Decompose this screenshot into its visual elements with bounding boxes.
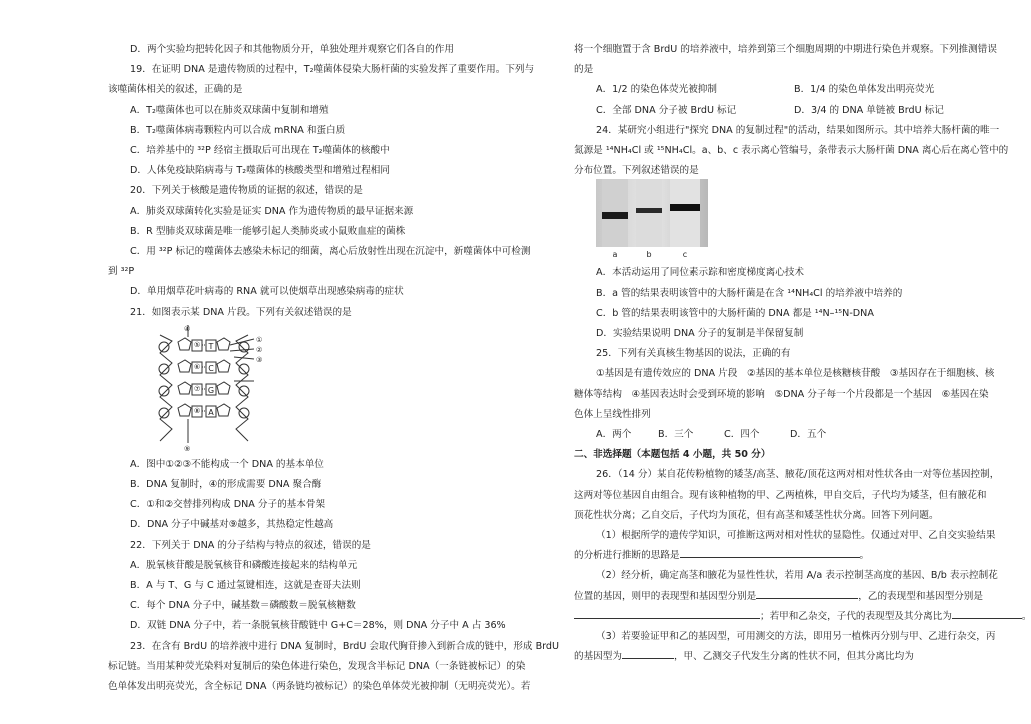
dna-mark-1: ①	[256, 335, 263, 344]
tube-c-band	[670, 204, 700, 211]
dna-base-4: A	[208, 407, 214, 417]
q26-part-2-text-a: 位置的基因，则甲的表现型和基因型分别是	[574, 590, 757, 602]
dna-mark-8: ⑧	[194, 406, 201, 415]
q23-option-c: C．全部 DNA 分子被 BrdU 标记	[596, 104, 737, 116]
q22-stem: 22．下列关于 DNA 的分子结构与特点的叙述，错误的是	[130, 539, 371, 551]
q20-option-c-cont: 到 ³²P	[108, 266, 135, 278]
q26-stem-cont-1: 这两对等位基因自由组合。现有该种植物的甲、乙两植株，甲自交后，子代均为矮茎，但有腋花和	[574, 489, 987, 501]
q25-option-b: B．三个	[658, 429, 694, 441]
dna-diagram	[130, 323, 280, 455]
q25-options	[574, 425, 970, 445]
q26-part-1-text: 的分析进行推断的思路是	[574, 550, 680, 562]
tube-c	[670, 179, 700, 247]
q24-stem: 24．某研究小组进行"探究 DNA 的复制过程"的活动，结果如图所示。其中培养大肠杆菌的唯一	[596, 124, 1000, 136]
q23-option-a: A．1/2 的染色体荧光被抑制	[596, 84, 717, 96]
q26-part-3: （3）若要验证甲和乙的基因型，可用测交的方法，即用另一植株丙分别与甲、乙进行杂交，丙	[596, 631, 996, 643]
q23-stem: 23．在含有 BrdU 的培养液中进行 DNA 复制时，BrdU 会取代胸苷掺入到新合成的链中，形成 BrdU	[130, 640, 560, 652]
left-column	[108, 40, 560, 697]
q22-option-d: D．双链 DNA 分子中，若一条脱氧核苷酸链中 G+C＝28%，则 DNA 分子中 A 占 36%	[130, 620, 506, 632]
q26-part-2: （2）经分析，确定高茎和腋花为显性性状，若用 A/a 表示控制茎高度的基因、B/b 表示控制花	[596, 570, 998, 582]
q25-option-a: A．两个	[596, 429, 632, 441]
dna-mark-9: ⑨	[184, 444, 191, 453]
q26-answer-blank-5[interactable]	[622, 647, 674, 659]
dna-base-2: C	[208, 363, 214, 373]
q20-option-d: D．单用烟草花叶病毒的 RNA 就可以使烟草出现感染病毒的症状	[130, 286, 404, 298]
q26-stem-cont-2: 顶花性状分离；乙自交后，子代均为顶花，但有高茎和矮茎性状分离。回答下列问题。	[574, 509, 939, 521]
q26-part-1: （1）根据所学的遗传学知识，可推断这两对相对性状的显隐性。仅通过对甲、乙自交实验结果	[596, 530, 996, 542]
q26-part-2-cont-2: ；若甲和乙杂交，子代的表现型及其分离比为 。	[574, 607, 970, 627]
tube-b-band	[636, 208, 662, 213]
centrifuge-tubes-figure	[574, 181, 970, 263]
q24-option-b: B．a 管的结果表明该管中的大肠杆菌是在含 ¹⁴NH₄Cl 的培养液中培养的	[596, 287, 903, 299]
q19-option-b: B．T₂噬菌体病毒颗粒内可以合成 mRNA 和蛋白质	[130, 124, 346, 136]
q20-option-c: C．用 ³²P 标记的噬菌体去感染未标记的细菌，离心后放射性出现在沉淀中，新噬菌体中可检测	[130, 246, 531, 258]
q19-option-a: A．T₂噬菌体也可以在肺炎双球菌中复制和增殖	[130, 104, 329, 116]
q23-options-row-1	[574, 80, 970, 100]
q23-option-b: B．1/4 的染色单体发出明亮荧光	[794, 84, 935, 96]
dna-fragment-figure	[108, 323, 500, 455]
q21-option-a: A．图中①②③不能构成一个 DNA 的基本单位	[130, 458, 324, 470]
q23-stem-cont-4: 的是	[574, 64, 594, 76]
dna-mark-3: ③	[256, 355, 263, 364]
dna-base-1: T	[208, 341, 214, 351]
q19-stem-cont: 该噬菌体相关的叙述，正确的是	[108, 84, 243, 96]
q24-stem-cont-1: 氮源是 ¹⁴NH₄Cl 或 ¹⁵NH₄Cl。a、b、c 表示离心管编号，条带表示大肠杆菌 DNA 离心后在离心管中的	[574, 145, 1009, 157]
q26-part-2-cont	[574, 587, 983, 607]
q26-part-3-text-a: 的基因型为	[574, 651, 622, 663]
tube-a-band	[602, 212, 628, 219]
q24-stem-cont-2: 分布位置。下列叙述错误的是	[574, 165, 699, 177]
tube-label-a: a	[612, 250, 618, 260]
q23-stem-cont-2: 色单体发出明亮荧光，含全标记 DNA（两条链均被标记）的染色单体荧光被抑制（无明亮荧光）。若	[108, 681, 531, 693]
q18-option-d: D．两个实验均把转化因子和其他物质分开，单独处理并观察它们各自的作用	[130, 44, 454, 55]
dna-mark-5: ⑤	[194, 340, 201, 349]
q19-option-c: C．培养基中的 ³²P 经宿主摄取后可出现在 T₂噬菌体的核酸中	[130, 145, 390, 157]
dna-mark-7: ⑦	[194, 384, 201, 393]
centrifuge-photo	[596, 179, 708, 261]
dna-mark-4: ④	[184, 324, 191, 333]
q26-answer-blank-3[interactable]	[574, 607, 760, 619]
right-column	[574, 40, 1031, 667]
section-2-heading: 二、非选择题（本题包括 4 小题，共 50 分）	[574, 449, 771, 461]
q23-options-row-2	[574, 101, 970, 121]
q21-stem: 21．如图表示某 DNA 片段。下列有关叙述错误的是	[130, 306, 352, 318]
q20-option-a: A．肺炎双球菌转化实验是证实 DNA 作为遗传物质的最早证据来源	[130, 205, 414, 217]
q21-option-c: C．①和②交替排列构成 DNA 分子的基本骨架	[130, 499, 326, 511]
q19-option-d: D．人体免疫缺陷病毒与 T₂噬菌体的核酸类型和增殖过程相同	[130, 165, 390, 177]
q24-option-c: C．b 管的结果表明该管中的大肠杆菌的 DNA 都是 ¹⁴N–¹⁵N-DNA	[596, 307, 874, 319]
q26-answer-blank-1[interactable]	[680, 546, 860, 558]
q26-part-2-text-c: ；若甲和乙杂交，子代的表现型及其分离比为	[760, 610, 952, 622]
q26-part-2-text-b: ，乙的表现型和基因型分别是	[858, 590, 983, 602]
q26-part-3-text-b: ，甲、乙测交子代发生分离的性状不同，但其分离比均为	[673, 651, 914, 663]
dna-mark-2: ②	[256, 345, 263, 354]
tube-label-b: b	[646, 250, 652, 260]
q21-option-b: B．DNA 复制时，④的形成需要 DNA 聚合酶	[130, 479, 322, 491]
dna-base-3: G	[207, 385, 215, 395]
q22-option-a: A．脱氧核苷酸是脱氧核苷和磷酸连接起来的结构单元	[130, 559, 358, 571]
q23-option-d: D．3/4 的 DNA 单链被 BrdU 标记	[794, 104, 944, 116]
q20-stem: 20．下列关于核酸是遗传物质的证据的叙述，错误的是	[130, 185, 363, 197]
q26-part-1-cont: 的分析进行推断的思路是 。	[574, 546, 970, 566]
q24-option-d: D．实验结果说明 DNA 分子的复制是半保留复制	[596, 328, 804, 340]
q20-option-b: B．R 型肺炎双球菌是唯一能够引起人类肺炎或小鼠败血症的菌株	[130, 225, 406, 237]
q26-part-3-cont	[574, 647, 970, 667]
q23-stem-cont-1: 标记链。当用某种荧光染料对复制后的染色体进行染色，发现含半标记 DNA（一条链被标记）的染	[108, 660, 526, 672]
q19-stem: 19．在证明 DNA 是遗传物质的过程中，T₂噬菌体侵染大肠杆菌的实验发挥了重要作用。下列与	[130, 64, 535, 76]
q25-option-c: C．四个	[724, 429, 760, 441]
q26-stem: 26．（14 分）某自花传粉植物的矮茎/高茎、腋花/顶花这两对相对性状各由一对等位基因控制，	[596, 469, 1000, 481]
q24-option-a: A．本活动运用了同位素示踪和密度梯度离心技术	[596, 267, 805, 279]
q21-option-d: D．DNA 分子中碱基对⑨越多，其热稳定性越高	[130, 519, 334, 531]
q22-option-c: C．每个 DNA 分子中，碱基数＝磷酸数＝脱氧核糖数	[130, 600, 356, 612]
dna-mark-6: ⑥	[194, 362, 201, 371]
q23-stem-cont-3: 将一个细胞置于含 BrdU 的培养液中，培养到第三个细胞周期的中期进行染色并观察。下列推测错误	[574, 44, 997, 55]
q26-answer-blank-2[interactable]	[756, 587, 858, 599]
q25-option-d: D．五个	[790, 429, 827, 441]
q26-answer-blank-4[interactable]	[952, 607, 1022, 619]
q25-stem: 25．下列有关真核生物基因的说法，正确的有	[596, 348, 791, 360]
tube-label-c: c	[682, 250, 688, 260]
q25-statements-3: 色体上呈线性排列	[574, 408, 651, 420]
q22-option-b: B．A 与 T、G 与 C 通过氢键相连，这就是查哥夫法则	[130, 580, 361, 592]
q25-statements-1: ①基因是有遗传效应的 DNA 片段 ②基因的基本单位是核糖核苷酸 ③基因存在于细胞核、核	[596, 368, 995, 380]
q25-statements-2: 糖体等结构 ④基因表达时会受到环境的影响 ⑤DNA 分子每一个片段都是一个基因 ⑥基因在染	[574, 388, 989, 400]
